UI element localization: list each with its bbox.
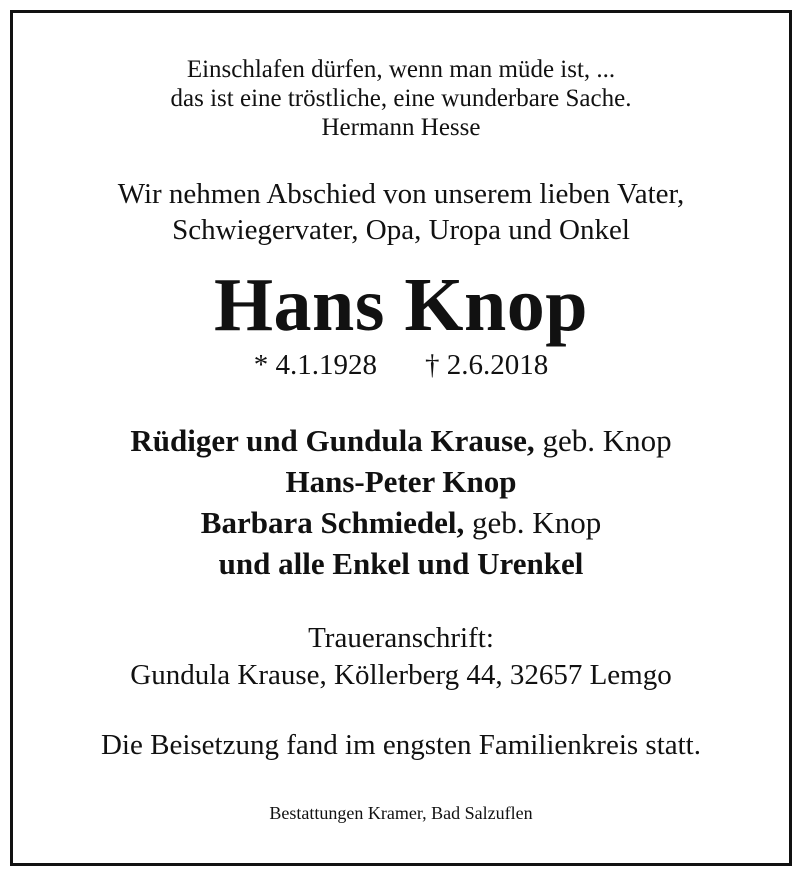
quote-block — [13, 55, 789, 142]
quote-author: Hermann Hesse — [321, 114, 481, 141]
quote-line-1: Einschlafen dürfen, wenn man müde ist, ... — [186, 56, 616, 83]
death-date: † 2.6.2018 — [425, 349, 549, 381]
mourners-block — [13, 420, 789, 584]
life-dates — [13, 348, 789, 382]
mourner-name: Hans-Peter Knop — [285, 464, 517, 499]
mourner-name: und alle Enkel und Urenkel — [218, 546, 584, 581]
mourner-line — [13, 420, 789, 461]
address-block — [13, 620, 789, 694]
notice-content — [13, 13, 789, 824]
deceased-name: Hans Knop — [213, 263, 589, 347]
mourner-name: Rüdiger und Gundula Krause, — [130, 423, 535, 458]
mourner-name: Barbara Schmiedel, — [200, 505, 465, 540]
quote-line-2: das ist eine tröstliche, eine wunderbare Sache. — [170, 85, 632, 112]
mourner-line — [13, 502, 789, 543]
intro-line-2: Schwiegervater, Opa, Uropa und Onkel — [172, 214, 630, 246]
intro-block — [13, 176, 789, 248]
mourner-line — [13, 543, 789, 584]
undertaker-credit: Bestattungen Kramer, Bad Salzuflen — [269, 803, 533, 823]
address-label: Traueranschrift: — [308, 622, 494, 654]
funeral-note: Die Beisetzung fand im engsten Familienkreis statt. — [100, 729, 701, 761]
notice-frame — [10, 10, 792, 866]
mourner-suffix: geb. Knop — [464, 505, 602, 540]
mourner-suffix: geb. Knop — [534, 423, 672, 458]
intro-line-1: Wir nehmen Abschied von unserem lieben Vater, — [117, 178, 685, 210]
birth-date: * 4.1.1928 — [253, 349, 377, 381]
address-value: Gundula Krause, Köllerberg 44, 32657 Lemgo — [130, 659, 672, 691]
mourner-line — [13, 461, 789, 502]
